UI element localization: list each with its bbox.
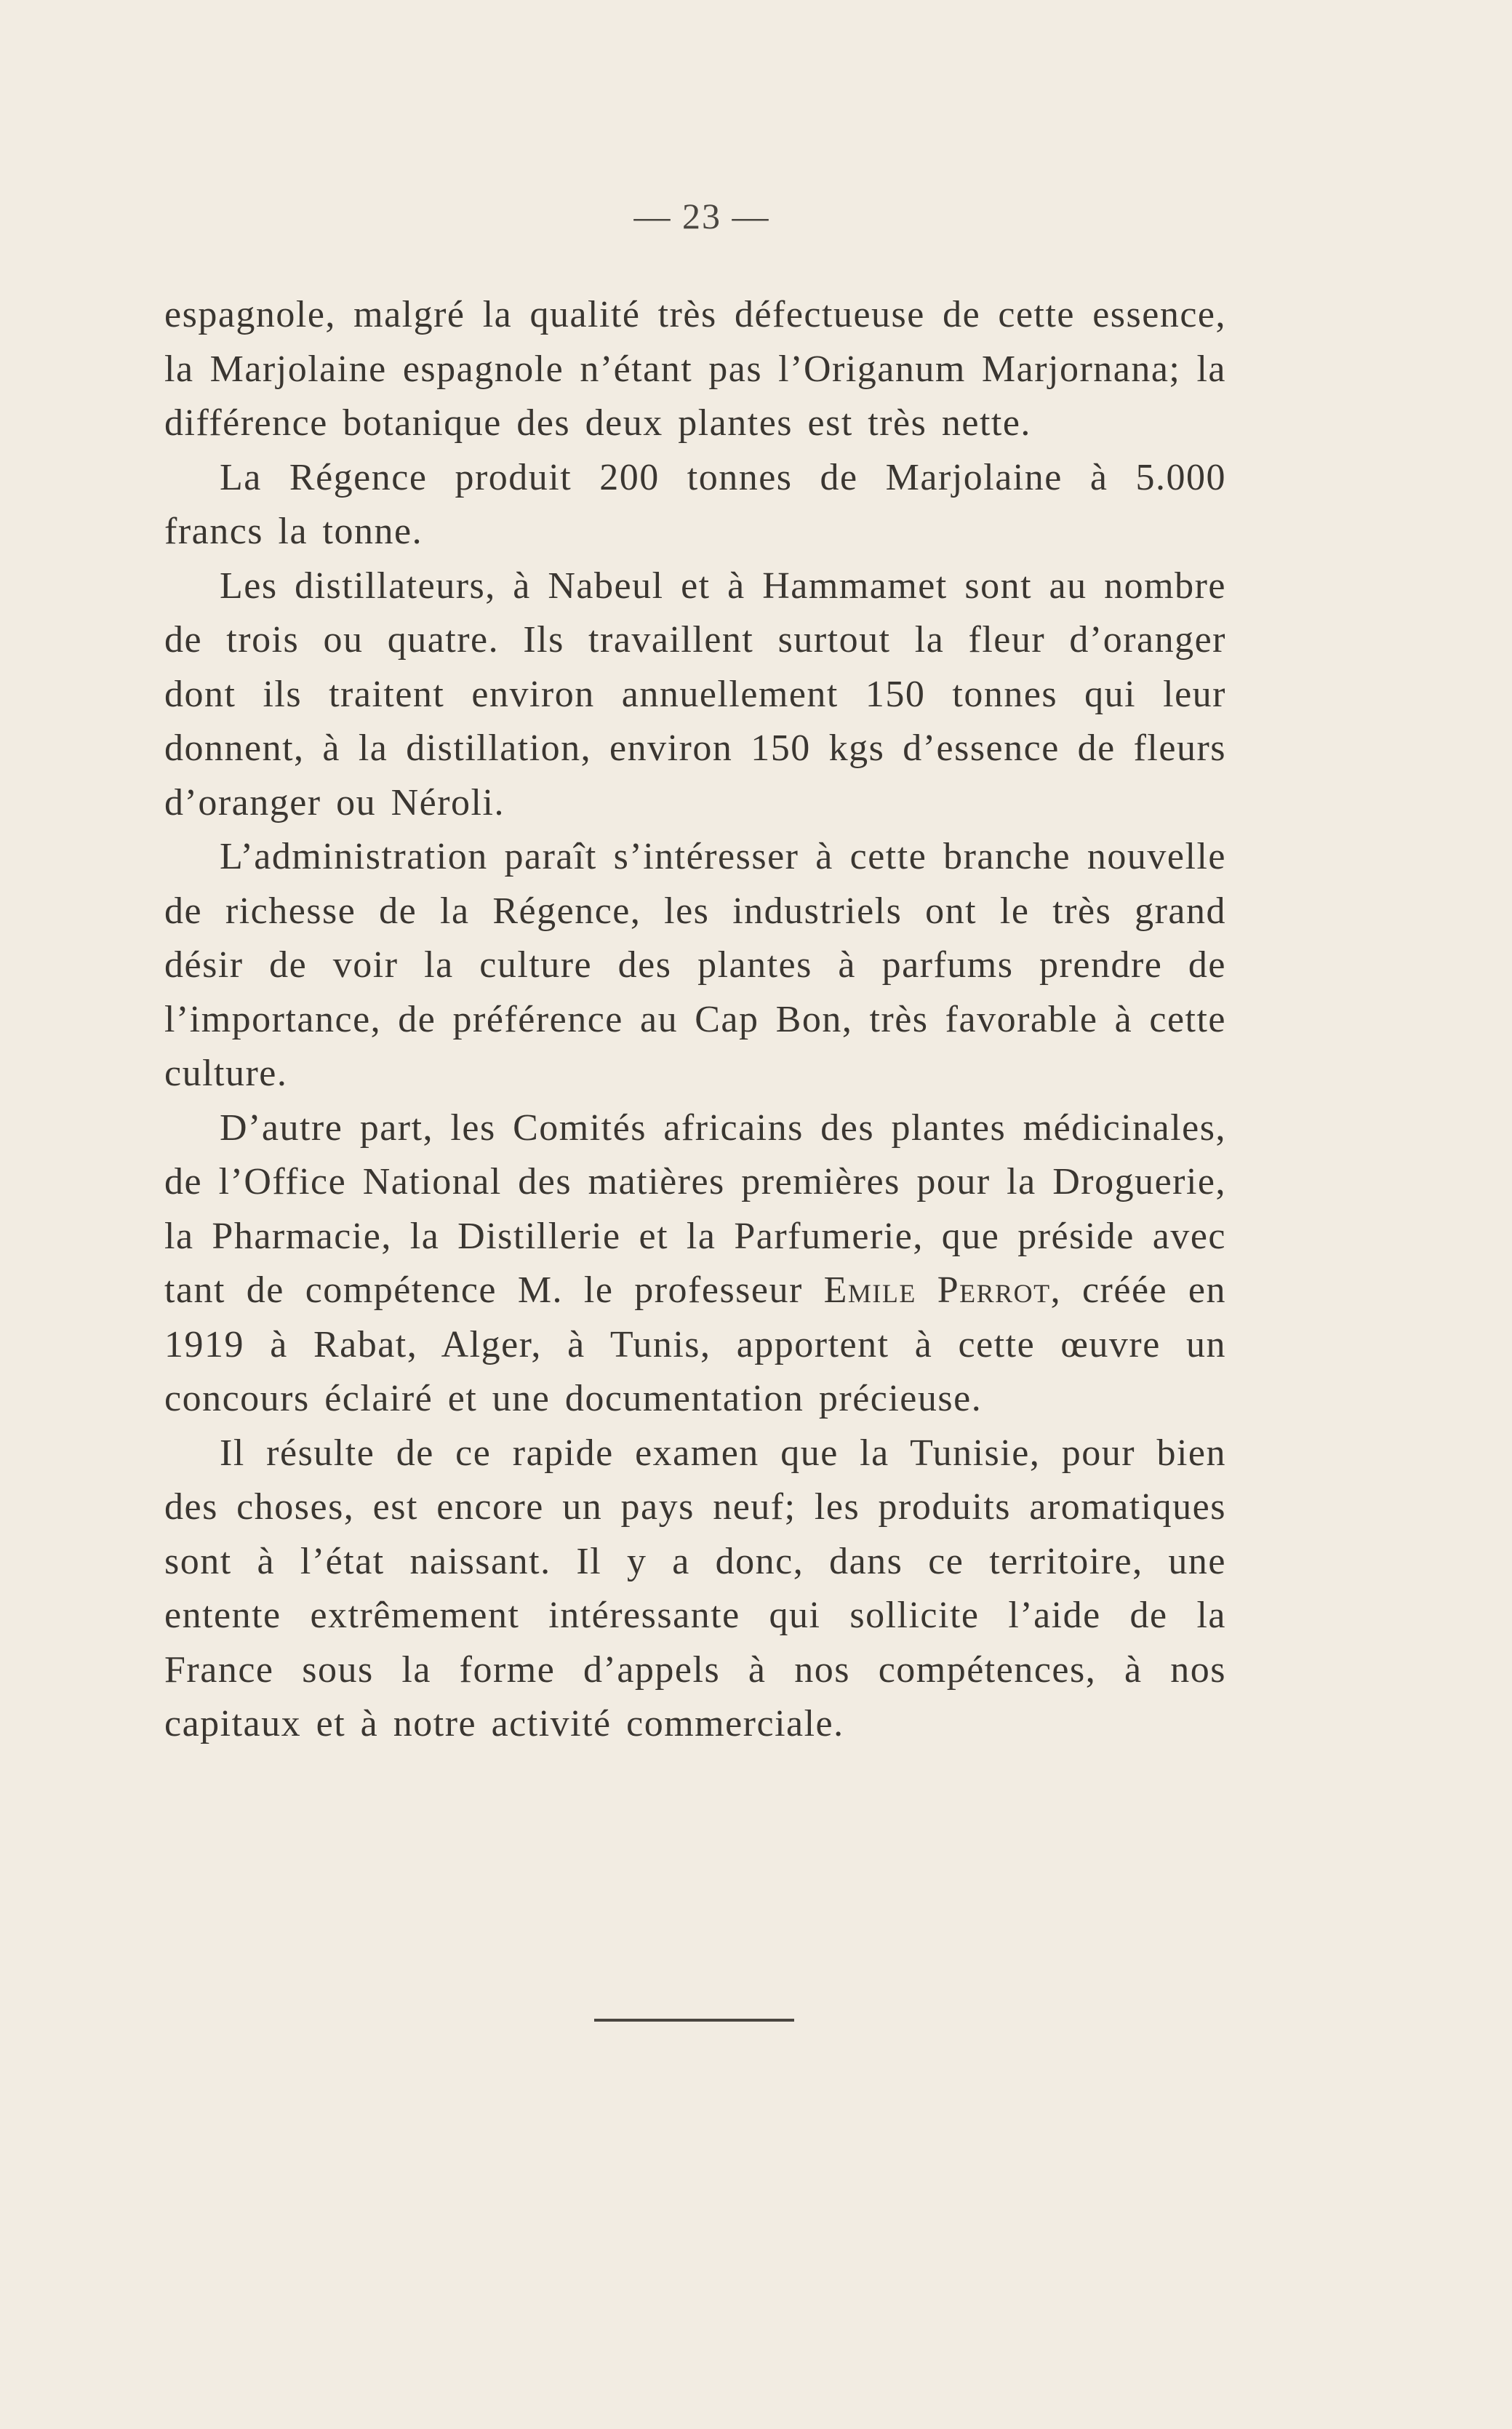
paragraph-1: espagnole, malgré la qualité très défectueuse de cette essence, la Marjolaine espagnole n’étant pas l’Origanum Marjornana; la différence botanique des deux plantes est très nette. [164,294,1226,444]
author-name: Emile Perrot [823,1269,1051,1311]
paragraph-6: Il résulte de ce rapide examen que la Tunisie, pour bien des choses, est encore un pays neuf; les produits aromatiques sont à l’état naissant. Il y a donc, dans ce territoire, une entente extrêmement intéressante qui sollicite l’aide de la France sous la forme d’appels à nos compétences, à nos capitaux et à notre activité commerciale. [164,1432,1226,1744]
paragraph-3: Les distillateurs, à Nabeul et à Hammamet sont au nombre de trois ou quatre. Ils travaillent surtout la fleur d’oranger dont ils traitent environ annuellement 150 tonnes qui leur donnent, à la distillation, environ 150 kgs d’essence de fleurs d’oranger ou Néroli. [164,565,1226,823]
page-number: — 23 — [633,196,770,236]
paragraph-5-part-a: D’autre part, les Comités africains des plantes médicinales, de l’Office National des matières premières pour la Droguerie, la Pharmacie, la Distillerie et la Parfumerie, que préside avec tant de compétence M. le professeur [164,1106,1226,1311]
paragraph-4: L’administration paraît s’intéresser à cette branche nouvelle de richesse de la Régence, les industriels ont le très grand désir de voir la culture des plantes à parfums prendre de l’importance, de préférence au Cap Bon, très favorable à cette culture. [164,836,1226,1094]
paragraph-5 [164,1101,1226,1427]
paragraph-2: La Régence produit 200 tonnes de Marjolaine à 5.000 francs la tonne. [164,456,1226,552]
end-rule [594,2019,794,2022]
paragraph-5-part-b: , créée en 1919 à Rabat, Alger, à Tunis, apportent à cette œuvre un concours éclairé et une documentation précieuse. [164,1269,1227,1419]
body-text [164,288,1226,1752]
